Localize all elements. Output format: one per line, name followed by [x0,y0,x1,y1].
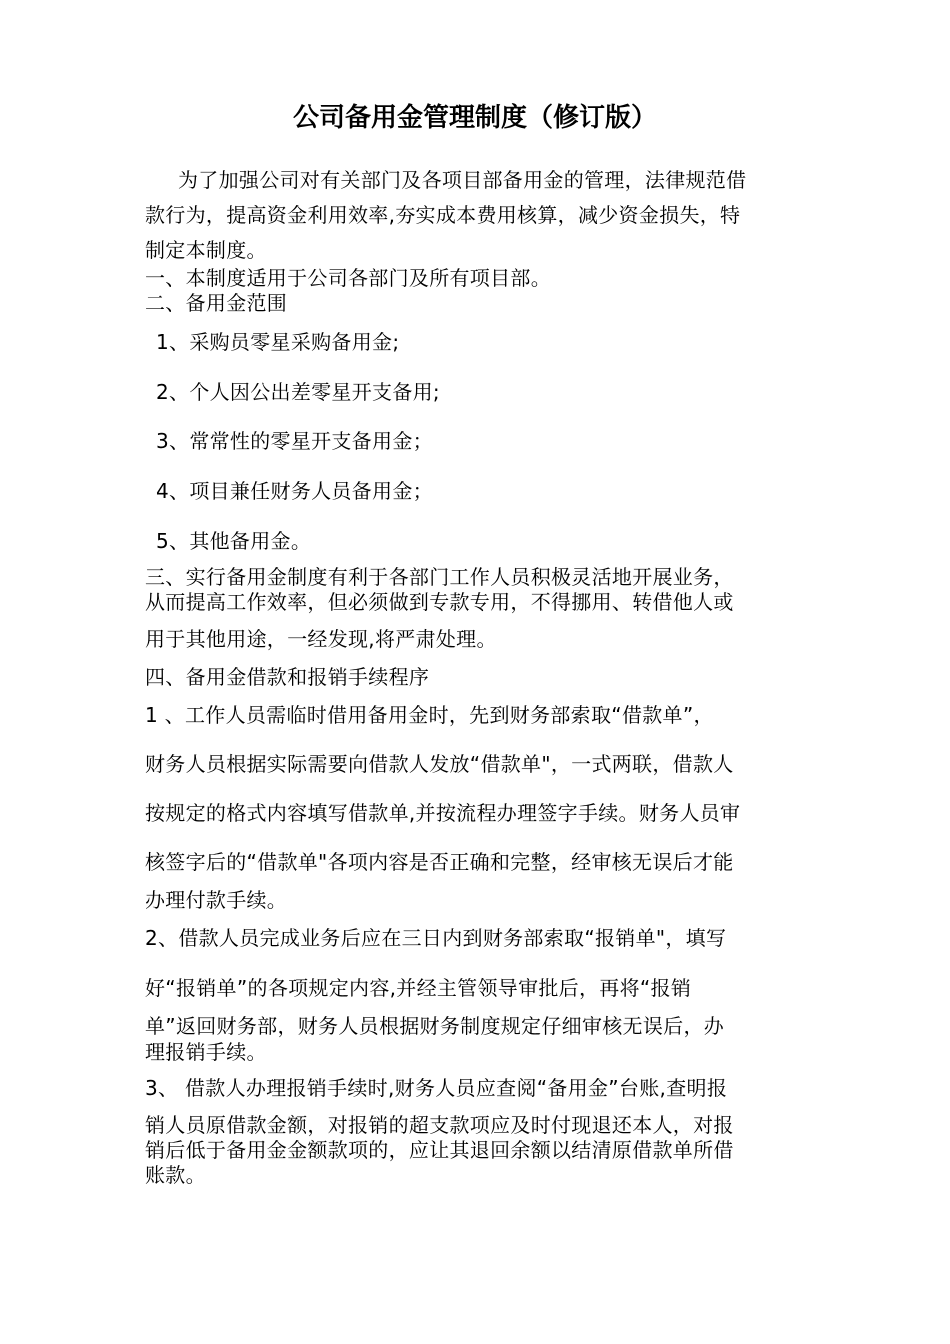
procedure-3-line-1: 3、 借款人办理报销手续时,财务人员应查阅“备用金”台账,查明报 [145,1076,728,1100]
section-three-line-2: 从而提高工作效率，但必须做到专款专用，不得挪用、转借他人或 [145,590,734,614]
scope-item-2: 2、个人因公出差零星开支备用; [156,380,440,404]
procedure-2-line-4: 理报销手续。 [145,1040,267,1064]
procedure-3-line-2: 销人员原借款金额，对报销的超支款项应及时付现退还本人，对报 [145,1113,734,1137]
procedure-3-line-3: 销后低于备用金金额款项的，应让其退回余额以结清原借款单所借 [145,1138,734,1162]
paragraph-intro-line-3: 制定本制度。 [145,238,267,262]
procedure-1-line-5: 办理付款手续。 [145,888,288,912]
paragraph-intro-line-2: 款行为，提高资金利用效率,夯实成本费用核算，减少资金损失，特 [145,203,741,227]
procedure-1-line-4: 核签字后的“借款单"各项内容是否正确和完整，经审核无误后才能 [145,850,734,874]
section-one-heading: 一、本制度适用于公司各部门及所有项目部。 [145,266,551,290]
section-four-heading: 四、备用金借款和报销手续程序 [145,665,430,689]
procedure-3-line-4: 账款。 [145,1163,206,1187]
document-title: 公司备用金管理制度（修订版） [292,103,657,133]
procedure-2-line-1: 2、借款人员完成业务后应在三日内到财务部索取“报销单"，填写 [145,926,727,950]
procedure-1-line-3: 按规定的格式内容填写借款单,并按流程办理签字手续。财务人员审 [145,801,741,825]
procedure-1-line-1: 1 、工作人员需临时借用备用金时，先到财务部索取“借款单”， [145,703,714,727]
paragraph-intro-line-1: 为了加强公司对有关部门及各项目部备用金的管理，法律规范借 [178,168,747,192]
scope-item-5: 5、其他备用金。 [156,529,312,553]
scope-item-3: 3、常常性的零星开支备用金； [156,429,433,453]
scope-item-4: 4、项目兼任财务人员备用金； [156,479,433,503]
section-two-heading: 二、备用金范围 [145,291,288,315]
procedure-1-line-2: 财务人员根据实际需要向借款人发放“借款单"，一式两联，借款人 [145,752,734,776]
procedure-2-line-3: 单”返回财务部，财务人员根据财务制度规定仔细审核无误后，办 [145,1014,725,1038]
section-three-line-3: 用于其他用途，一经发现,将严肃处理。 [145,627,497,651]
scope-item-1: 1、采购员零星采购备用金; [156,330,400,354]
procedure-2-line-2: 好“报销单”的各项规定内容,并经主管领导审批后，再将“报销 [145,976,692,1000]
section-three-line-1: 三、实行备用金制度有利于各部门工作人员积极灵活地开展业务， [145,565,734,589]
